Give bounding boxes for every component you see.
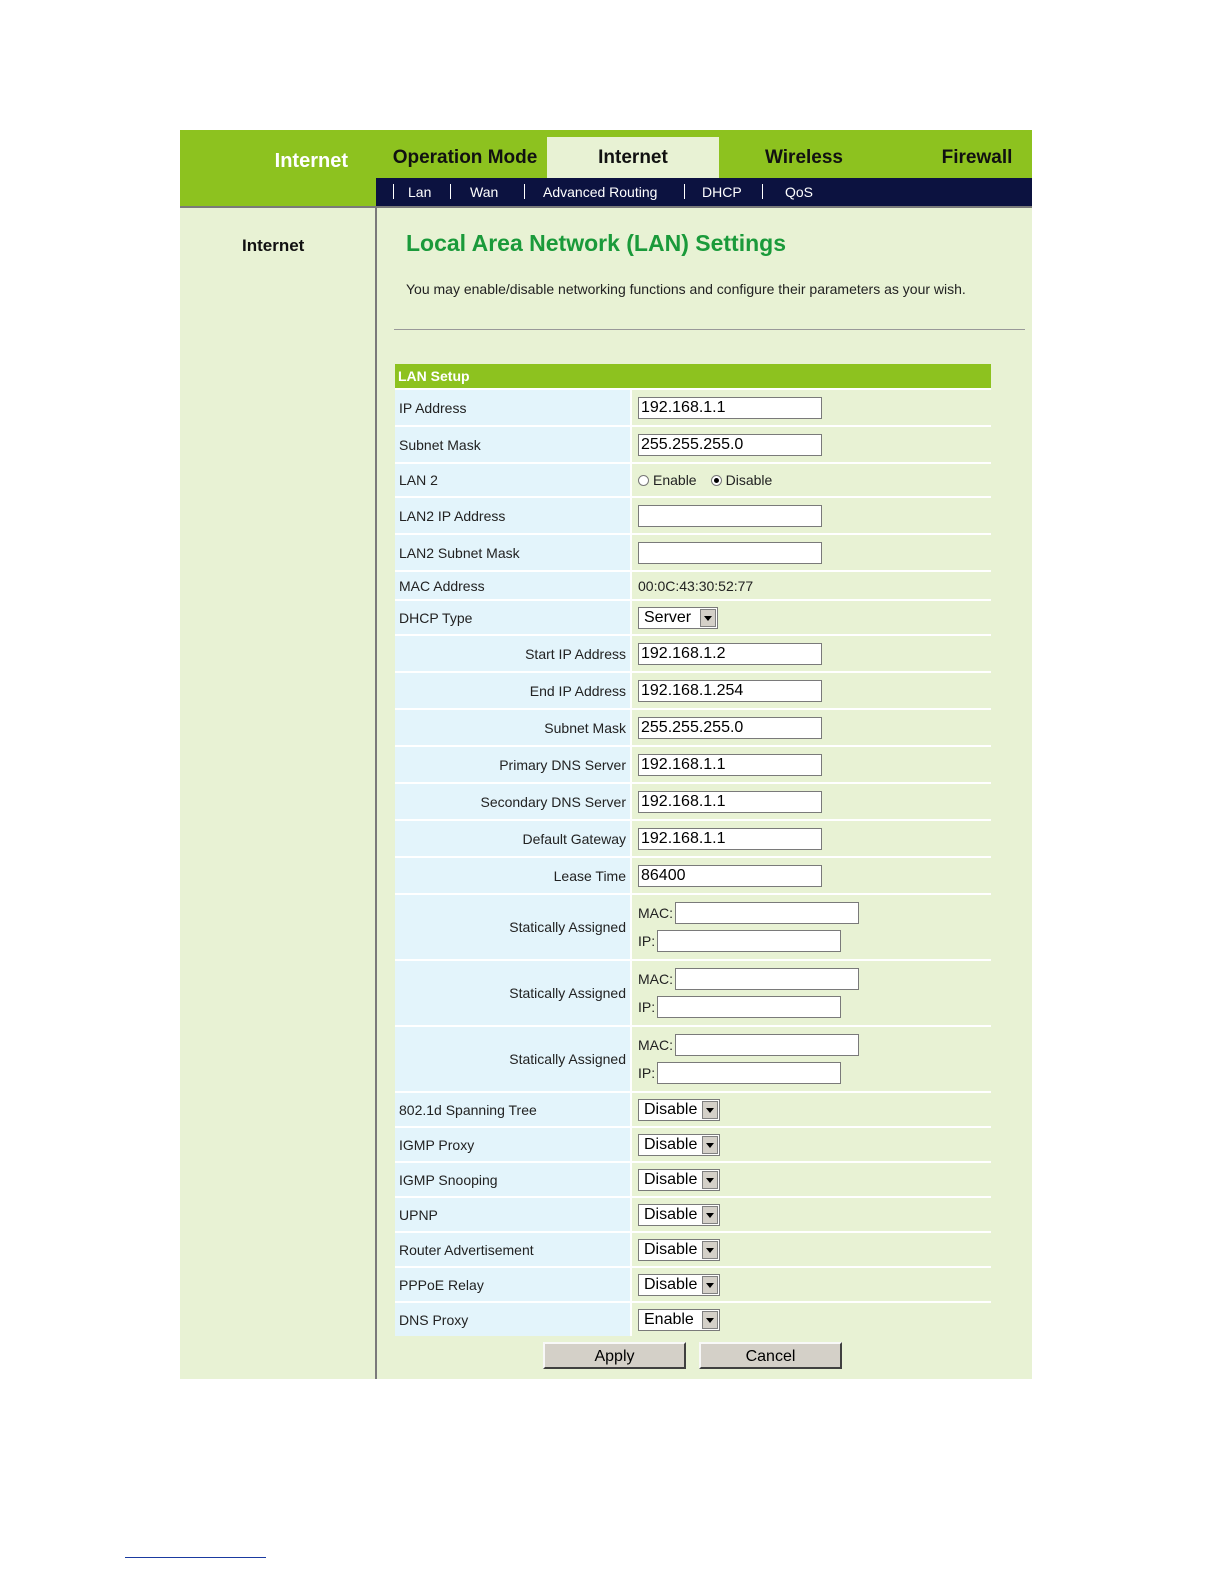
lan2-enable-radio[interactable] bbox=[638, 475, 649, 486]
default-gateway-input[interactable]: 192.168.1.1 bbox=[638, 828, 822, 850]
chevron-down-icon bbox=[702, 1241, 718, 1259]
table-row bbox=[395, 959, 991, 1025]
table-row bbox=[395, 634, 991, 671]
chevron-down-icon bbox=[702, 1276, 718, 1294]
start-ip-label: Start IP Address bbox=[395, 636, 632, 671]
dhcp-type-label: DHCP Type bbox=[395, 601, 632, 634]
lan-setup-header: LAN Setup bbox=[395, 364, 991, 388]
static-mac-input[interactable] bbox=[675, 968, 859, 990]
static-assigned-label: Statically Assigned bbox=[395, 895, 632, 959]
table-row bbox=[395, 671, 991, 708]
table-row bbox=[395, 599, 991, 634]
subnav-lan[interactable]: Lan bbox=[408, 184, 432, 200]
upnp-select[interactable] bbox=[638, 1204, 720, 1226]
chevron-down-icon bbox=[702, 1311, 718, 1329]
static-mac-input[interactable] bbox=[675, 902, 859, 924]
igmp-snooping-select[interactable] bbox=[638, 1169, 720, 1191]
lan2-disable-radio[interactable] bbox=[711, 475, 722, 486]
default-gateway-label: Default Gateway bbox=[395, 821, 632, 856]
main-tabs bbox=[376, 130, 1032, 178]
static-mac-label: MAC: bbox=[638, 971, 673, 987]
content-divider bbox=[394, 329, 1025, 330]
chevron-down-icon bbox=[700, 609, 716, 627]
subnav-wan[interactable]: Wan bbox=[470, 184, 499, 200]
table-row bbox=[395, 462, 991, 496]
upnp-value: Disable bbox=[644, 1205, 698, 1223]
router-advertisement-select[interactable] bbox=[638, 1239, 720, 1261]
end-ip-input[interactable]: 192.168.1.254 bbox=[638, 680, 822, 702]
chevron-down-icon bbox=[702, 1101, 718, 1119]
table-row bbox=[395, 496, 991, 533]
end-ip-label: End IP Address bbox=[395, 673, 632, 708]
subnav-qos[interactable]: QoS bbox=[785, 184, 814, 200]
ip-address-label: IP Address bbox=[395, 390, 632, 425]
igmp-snooping-label: IGMP Snooping bbox=[395, 1163, 632, 1196]
primary-dns-label: Primary DNS Server bbox=[395, 747, 632, 782]
subnav-separator bbox=[762, 184, 763, 199]
pppoe-relay-value: Disable bbox=[644, 1275, 698, 1293]
table-row bbox=[395, 819, 991, 856]
static-ip-label: IP: bbox=[638, 1065, 656, 1081]
subnav-separator bbox=[450, 184, 451, 199]
lan2-ip-input[interactable] bbox=[638, 505, 822, 527]
igmp-proxy-select[interactable] bbox=[638, 1134, 720, 1156]
table-row bbox=[395, 1301, 991, 1336]
table-row bbox=[395, 745, 991, 782]
brand-label: Internet bbox=[274, 150, 348, 172]
subnet-mask-input[interactable]: 255.255.255.0 bbox=[638, 434, 822, 456]
table-row bbox=[395, 425, 991, 462]
static-assigned-label: Statically Assigned bbox=[395, 961, 632, 1025]
lan2-mask-label: LAN2 Subnet Mask bbox=[395, 535, 632, 570]
cancel-button[interactable]: Cancel bbox=[699, 1342, 842, 1369]
subnav-advanced-routing[interactable]: Advanced Routing bbox=[543, 184, 658, 200]
table-row bbox=[395, 856, 991, 893]
router-advertisement-value: Disable bbox=[644, 1240, 698, 1258]
lan-setup-table bbox=[395, 364, 991, 1336]
sidebar-divider bbox=[375, 208, 377, 1379]
subnav-dhcp[interactable]: DHCP bbox=[702, 184, 742, 200]
sub-navigation bbox=[376, 178, 1032, 206]
tab-firewall[interactable]: Firewall bbox=[941, 147, 1013, 168]
table-row bbox=[395, 1161, 991, 1196]
static-ip-label: IP: bbox=[638, 999, 656, 1015]
ip-address-input[interactable]: 192.168.1.1 bbox=[638, 397, 822, 419]
chevron-down-icon bbox=[702, 1136, 718, 1154]
mac-address-label: MAC Address bbox=[395, 572, 632, 599]
lease-time-label: Lease Time bbox=[395, 858, 632, 893]
router-admin-frame bbox=[180, 130, 1032, 1379]
page-description: You may enable/disable networking functions and configure their parameters as your wish. bbox=[406, 281, 966, 297]
static-assigned-label: Statically Assigned bbox=[395, 1027, 632, 1091]
subnav-separator bbox=[393, 184, 394, 199]
dhcp-type-value: Server bbox=[644, 608, 692, 626]
tab-operation-mode[interactable]: Operation Mode bbox=[392, 147, 538, 168]
brand-area bbox=[180, 130, 376, 206]
pppoe-relay-select[interactable] bbox=[638, 1274, 720, 1296]
table-row bbox=[395, 388, 991, 425]
static-ip-input[interactable] bbox=[657, 1062, 841, 1084]
subnav-separator bbox=[684, 184, 685, 199]
dns-proxy-label: DNS Proxy bbox=[395, 1303, 632, 1336]
chevron-down-icon bbox=[702, 1171, 718, 1189]
upnp-label: UPNP bbox=[395, 1198, 632, 1231]
table-row bbox=[395, 893, 991, 959]
static-ip-input[interactable] bbox=[657, 996, 841, 1018]
dhcp-subnet-mask-label: Subnet Mask bbox=[395, 710, 632, 745]
igmp-snooping-value: Disable bbox=[644, 1170, 698, 1188]
spanning-tree-label: 802.1d Spanning Tree bbox=[395, 1093, 632, 1126]
spanning-tree-select[interactable] bbox=[638, 1099, 720, 1121]
primary-dns-input[interactable]: 192.168.1.1 bbox=[638, 754, 822, 776]
igmp-proxy-value: Disable bbox=[644, 1135, 698, 1153]
dhcp-subnet-mask-input[interactable]: 255.255.255.0 bbox=[638, 717, 822, 739]
dns-proxy-select[interactable] bbox=[638, 1309, 720, 1331]
lan2-label: LAN 2 bbox=[395, 464, 632, 496]
table-row bbox=[395, 1231, 991, 1266]
static-mac-input[interactable] bbox=[675, 1034, 859, 1056]
lan2-enable-label: Enable bbox=[653, 472, 697, 488]
dns-proxy-value: Enable bbox=[644, 1310, 694, 1328]
mac-address-value: 00:0C:43:30:52:77 bbox=[634, 572, 991, 599]
lan2-mask-input[interactable] bbox=[638, 542, 822, 564]
footnote-divider bbox=[125, 1557, 266, 1558]
sidebar-item-internet[interactable]: Internet bbox=[242, 236, 305, 255]
router-advertisement-label: Router Advertisement bbox=[395, 1233, 632, 1266]
static-ip-input[interactable] bbox=[657, 930, 841, 952]
lease-time-input[interactable]: 86400 bbox=[638, 865, 822, 887]
table-row bbox=[395, 1025, 991, 1091]
table-row bbox=[395, 782, 991, 819]
lan2-ip-label: LAN2 IP Address bbox=[395, 498, 632, 533]
tab-wireless[interactable]: Wireless bbox=[765, 147, 843, 168]
table-row bbox=[395, 1196, 991, 1231]
header-divider bbox=[180, 206, 1032, 208]
secondary-dns-input[interactable]: 192.168.1.1 bbox=[638, 791, 822, 813]
lan2-disable-label: Disable bbox=[725, 472, 773, 488]
dhcp-type-select[interactable] bbox=[638, 607, 718, 629]
spanning-tree-value: Disable bbox=[644, 1100, 698, 1118]
tab-internet[interactable]: Internet bbox=[547, 137, 719, 178]
subnet-mask-label: Subnet Mask bbox=[395, 427, 632, 462]
table-row bbox=[395, 570, 991, 599]
table-row bbox=[395, 708, 991, 745]
subnav-separator bbox=[524, 184, 525, 199]
apply-button[interactable]: Apply bbox=[543, 1342, 686, 1369]
secondary-dns-label: Secondary DNS Server bbox=[395, 784, 632, 819]
table-row bbox=[395, 1126, 991, 1161]
start-ip-input[interactable]: 192.168.1.2 bbox=[638, 643, 822, 665]
static-mac-label: MAC: bbox=[638, 905, 673, 921]
table-row bbox=[395, 1091, 991, 1126]
chevron-down-icon bbox=[702, 1206, 718, 1224]
static-mac-label: MAC: bbox=[638, 1037, 673, 1053]
igmp-proxy-label: IGMP Proxy bbox=[395, 1128, 632, 1161]
table-row bbox=[395, 533, 991, 570]
static-ip-label: IP: bbox=[638, 933, 656, 949]
page-title: Local Area Network (LAN) Settings bbox=[406, 230, 786, 256]
pppoe-relay-label: PPPoE Relay bbox=[395, 1268, 632, 1301]
table-row bbox=[395, 1266, 991, 1301]
